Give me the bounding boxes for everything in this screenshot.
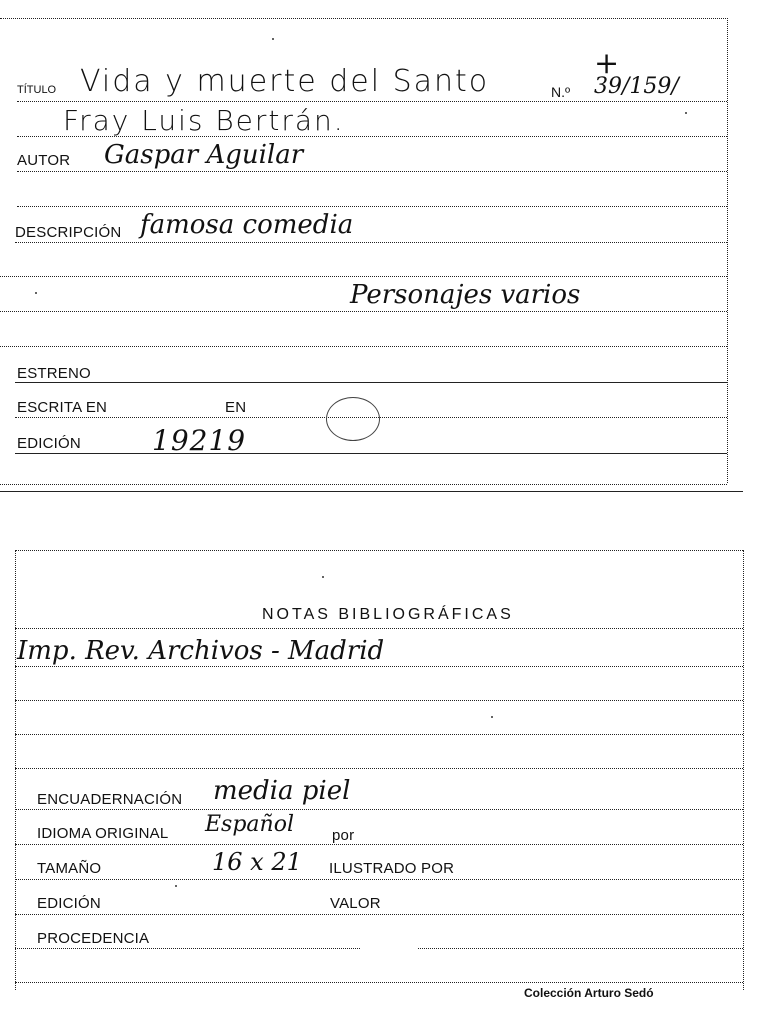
edicion-rule [15,453,727,454]
escrita-en-label: ESCRITA EN [17,399,108,416]
procedencia-rule-left [15,948,360,949]
ilustrado-por-label: ILUSTRADO POR [329,860,455,877]
card-top-edge [0,18,728,19]
procedencia-rule-2 [15,982,743,983]
procedencia-rule-right [418,948,743,949]
card-right-edge [727,18,728,483]
descripcion-rule [15,242,727,243]
titulo-rule [17,101,727,102]
speck [322,576,324,578]
en-label: EN [225,399,247,416]
edicion-label-2: EDICIÓN [37,895,101,912]
autor-label: AUTOR [17,152,71,169]
idioma-value: Español [205,812,294,837]
idioma-label: IDIOMA ORIGINAL [37,825,169,842]
autor-value: Gaspar Aguilar [104,140,304,170]
catalog-card-top [0,0,759,500]
titulo-rule-2 [17,136,727,137]
estreno-label: ESTRENO [17,365,91,382]
blank-rule-1 [17,206,727,207]
estreno-rule [15,382,727,383]
encuadernacion-label: ENCUADERNACIÓN [37,791,183,808]
speck [272,38,274,40]
speck [685,112,687,114]
card-top-edge [15,550,743,551]
edicion-rule-2 [15,914,743,915]
notas-heading-rule [15,628,743,629]
card-right-edge [743,550,744,990]
edicion-label: EDICIÓN [17,435,81,452]
notas-rule-3 [15,734,743,735]
card-bottom-edge [0,484,727,485]
por-label: por [332,827,355,844]
circular-stamp [326,397,380,441]
blank-rule-2 [0,276,727,277]
descripcion-label: DESCRIPCIÓN [15,224,122,241]
numero-value: 39/159/ [594,74,679,99]
encuadernacion-rule [15,809,743,810]
notas-rule-1 [15,666,743,667]
titulo-label: TÍTULO [17,84,57,96]
catalog-card-bottom [0,540,759,1028]
card-left-edge [15,550,16,990]
notas-rule-4 [15,768,743,769]
notas-value: Imp. Rev. Archivos - Madrid [17,636,385,666]
encuadernacion-value: media piel [213,776,351,806]
speck [175,885,177,887]
tamano-value: 16 x 21 [212,848,302,876]
numero-label: N.º [551,84,571,100]
titulo-value-line1: Vida y muerte del Santo [80,64,490,99]
numero-mark: + [594,46,620,81]
autor-rule [17,171,727,172]
notas-heading: NOTAS BIBLIOGRÁFICAS [262,606,514,623]
personajes-value: Personajes varios [350,280,581,310]
tamano-rule [15,879,743,880]
titulo-value-line2: Fray Luis Bertrán. [63,104,345,137]
card-bottom-solid [0,491,743,492]
valor-label: VALOR [330,895,381,912]
idioma-rule [15,844,743,845]
descripcion-value: famosa comedia [140,210,354,240]
tamano-label: TAMAÑO [37,860,102,877]
blank-rule-3 [0,311,727,312]
edicion-value: 19219 [152,424,247,457]
blank-rule-4 [0,346,727,347]
notas-rule-2 [15,700,743,701]
collection-footer: Colección Arturo Sedó [524,986,654,1000]
speck [491,716,493,718]
speck [35,292,37,294]
procedencia-label: PROCEDENCIA [37,930,150,947]
